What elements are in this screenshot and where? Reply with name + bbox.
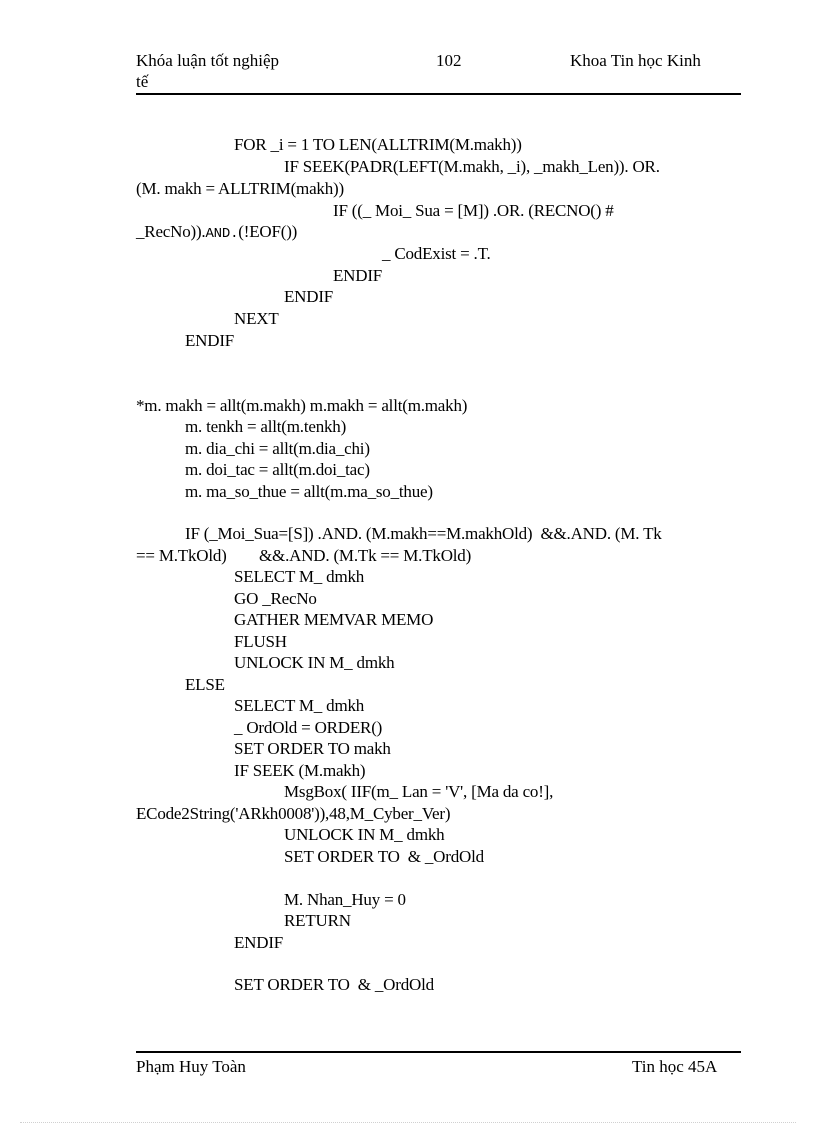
code-line: FOR _i = 1 TO LEN(ALLTRIM(M.makh)): [234, 135, 522, 154]
code-line: GATHER MEMVAR MEMO: [234, 610, 434, 629]
code-line: MsgBox( IIF(m_ Lan = 'V', [Ma da co!],: [284, 782, 554, 801]
code-line: SET ORDER TO & _OrdOld: [284, 847, 484, 866]
code-line: *m. makh = allt(m.makh) m.makh = allt(m.makh): [136, 396, 468, 415]
code-line: == M.TkOld) &&.AND. (M.Tk == M.TkOld): [136, 546, 472, 565]
code-line: NEXT: [234, 309, 279, 328]
code-line: ENDIF: [185, 331, 235, 350]
code-line: _ CodExist = .T.: [382, 244, 491, 263]
code-line: _ OrdOld = ORDER(): [234, 718, 383, 737]
code-line: m. ma_so_thue = allt(m.ma_so_thue): [185, 482, 433, 501]
page-number: 102: [436, 51, 462, 70]
code-line: [136, 221, 297, 245]
code-line: IF SEEK (M.makh): [234, 761, 366, 780]
code-line: IF SEEK(PADR(LEFT(M.makh, _i), _makh_Len)). OR.: [284, 157, 660, 176]
header-left-line2: tế: [136, 72, 149, 91]
code-line: ENDIF: [284, 287, 334, 306]
code-line: m. doi_tac = allt(m.doi_tac): [185, 460, 370, 479]
code-line: RETURN: [284, 911, 351, 930]
code-line: FLUSH: [234, 632, 287, 651]
code-fragment: (!EOF()): [238, 222, 298, 241]
code-line: ENDIF: [333, 266, 383, 285]
header-rule: [136, 93, 741, 95]
code-line: ECode2String('ARkh0008')),48,M_Cyber_Ver): [136, 804, 451, 823]
code-line: m. tenkh = allt(m.tenkh): [185, 417, 347, 436]
header-faculty-thesis: [136, 50, 336, 92]
code-line: IF ((_ Moi_ Sua = [M]) .OR. (RECNO() #: [333, 201, 614, 220]
footer-rule: [136, 1051, 741, 1053]
code-fragment: _RecNo)).: [136, 222, 206, 241]
code-line: SET ORDER TO & _OrdOld: [234, 975, 434, 994]
code-line: GO _RecNo: [234, 589, 317, 608]
code-line: SELECT M_ dmkh: [234, 567, 365, 586]
code-line: ELSE: [185, 675, 225, 694]
code-line: ENDIF: [234, 933, 284, 952]
header-left-line1: Khóa luận tốt nghiệp: [136, 51, 280, 70]
code-line: SELECT M_ dmkh: [234, 696, 365, 715]
header-right: Khoa Tin học Kinh: [570, 51, 701, 70]
code-line: IF (_Moi_Sua=[S]) .AND. (M.makh==M.makhOld) &&.AND. (M. Tk: [185, 524, 662, 543]
code-line: UNLOCK IN M_ dmkh: [284, 825, 445, 844]
code-line: m. dia_chi = allt(m.dia_chi): [185, 439, 370, 458]
footer-class: Tin học 45A: [632, 1057, 718, 1076]
footer-author: Phạm Huy Toàn: [136, 1057, 246, 1076]
code-fragment-mono: AND.: [205, 226, 239, 242]
code-line: M. Nhan_Huy = 0: [284, 890, 406, 909]
code-line: UNLOCK IN M_ dmkh: [234, 653, 395, 672]
code-line: SET ORDER TO makh: [234, 739, 391, 758]
code-line: (M. makh = ALLTRIM(makh)): [136, 179, 344, 198]
